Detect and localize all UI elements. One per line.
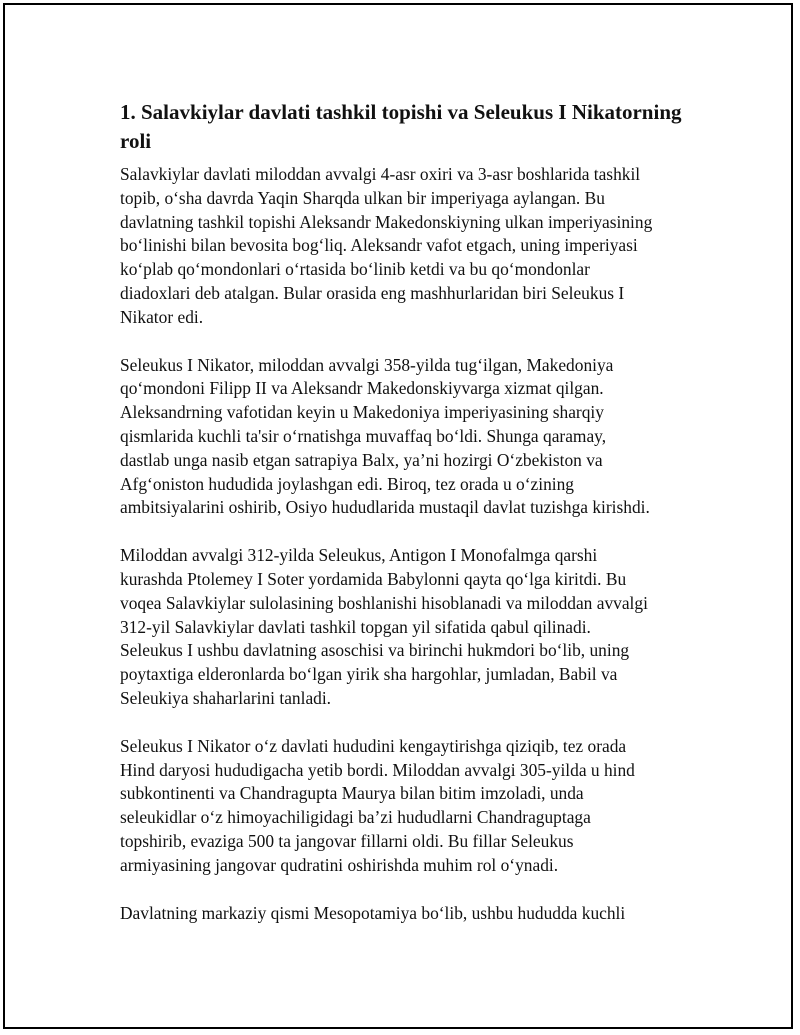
text-line: poytaxtiga elderonlarda bo‘lgan yirik sha hargohlar, jumladan, Babil va <box>120 664 618 685</box>
text-line: Seleukus I Nikator o‘z davlati hududini kengaytirishga qiziqib, tez orada <box>120 735 627 756</box>
text-line: davlatning tashkil topishi Aleksandr Makedonskiyning ulkan imperiyasining <box>120 211 653 232</box>
text-line: topshirib, evaziga 500 ta jangovar fillarni oldi. Bu fillar Seleukus <box>120 830 574 851</box>
text-line: Nikator edi. <box>120 306 204 327</box>
text-line: Salavkiylar davlati miloddan avvalgi 4-asr oxiri va 3-asr boshlarida tashkil <box>120 164 641 184</box>
section-heading <box>120 98 700 156</box>
paragraph-3 <box>120 544 700 711</box>
text-line: dastlab unga nasib etgan satrapiya Balx, ya’ni hozirgi O‘zbekiston va <box>120 449 603 470</box>
page-frame <box>3 3 793 1029</box>
text-line: 312-yil Salavkiylar davlati tashkil topgan yil sifatida qabul qilinadi. <box>120 616 591 637</box>
text-line: bo‘linishi bilan bevosita bog‘liq. Aleksandr vafot etgach, uning imperiyasi <box>120 235 638 256</box>
text-line: Afg‘oniston hududida joylashgan edi. Biroq, tez orada u o‘zining <box>120 473 574 494</box>
text-line: qo‘mondoni Filipp II va Aleksandr Makedonskiyvarga xizmat qilgan. <box>120 378 604 399</box>
paragraph-5 <box>120 902 700 926</box>
text-line: seleukidlar o‘z himoyachiligidagi ba’zi hududlarni Chandraguptaga <box>120 807 591 828</box>
text-line: Aleksandrning vafotidan keyin u Makedoniya imperiyasining sharqiy <box>120 402 604 423</box>
text-line: Seleukus I ushbu davlatning asoschisi va birinchi hukmdori bo‘lib, uning <box>120 640 630 661</box>
text-line: diadoxlari deb atalgan. Bular orasida eng mashhurlaridan biri Seleukus I <box>120 282 625 303</box>
text-line: ko‘plab qo‘mondonlari o‘rtasida bo‘linib ketdi va bu qo‘mondonlar <box>120 259 590 280</box>
heading-line: roli <box>120 129 152 153</box>
heading-line: 1. Salavkiylar davlati tashkil topishi va Seleukus I Nikatorning <box>120 100 682 124</box>
text-line: Hind daryosi hududigacha yetib bordi. Miloddan avvalgi 305-yilda u hind <box>120 759 635 780</box>
paragraph-2 <box>120 354 700 521</box>
document-body <box>120 98 700 949</box>
text-line: subkontinenti va Chandragupta Maurya bilan bitim imzoladi, unda <box>120 783 584 804</box>
text-line: voqea Salavkiylar sulolasining boshlanishi hisoblanadi va miloddan avvalgi <box>120 592 648 613</box>
text-line: armiyasining jangovar qudratini oshirishda muhim rol o‘ynadi. <box>120 854 559 875</box>
text-line: Seleukiya shaharlarini tanladi. <box>120 687 332 708</box>
text-line: Seleukus I Nikator, miloddan avvalgi 358-yilda tug‘ilgan, Makedoniya <box>120 354 614 375</box>
text-line: kurashda Ptolemey I Soter yordamida Babylonni qayta qo‘lga kiritdi. Bu <box>120 568 627 589</box>
text-line: ambitsiyalarini oshirib, Osiyo hududlarida mustaqil davlat tuzishga kirishdi. <box>120 497 650 518</box>
paragraph-4 <box>120 735 700 878</box>
text-line: qismlarida kuchli ta'sir o‘rnatishga muvaffaq bo‘ldi. Shunga qaramay, <box>120 425 607 446</box>
paragraph-1 <box>120 163 700 330</box>
text-line: topib, o‘sha davrda Yaqin Sharqda ulkan bir imperiyaga aylangan. Bu <box>120 187 605 208</box>
text-line: Miloddan avvalgi 312-yilda Seleukus, Antigon I Monofalmga qarshi <box>120 545 598 566</box>
text-line: Davlatning markaziy qismi Mesopotamiya bo‘lib, ushbu hududda kuchli <box>120 902 626 923</box>
